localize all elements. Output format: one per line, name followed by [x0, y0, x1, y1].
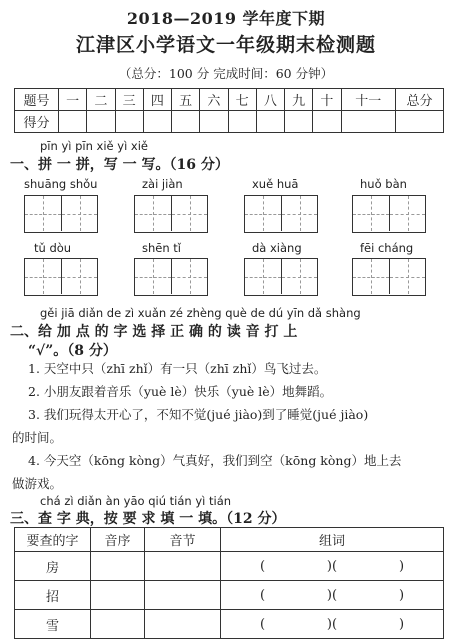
word-pinyin: huǒ bàn [360, 177, 407, 191]
dictionary-header: 音节 [145, 528, 221, 552]
score-table-header-row [15, 89, 444, 111]
writing-grid[interactable] [134, 258, 208, 296]
dictionary-char: 雪 [15, 610, 91, 639]
q2-title-cont: “√”。（8 分） [28, 343, 117, 359]
score-blank[interactable] [341, 111, 396, 133]
answer-blank[interactable] [145, 581, 221, 610]
word-pinyin: tǔ dòu [34, 241, 72, 255]
writing-grid[interactable] [24, 258, 98, 296]
dictionary-row [15, 552, 444, 581]
word-pinyin: xuě huā [252, 177, 299, 191]
score-cell: 九 [285, 89, 313, 111]
word-blanks[interactable]: ( )( ) [221, 552, 444, 581]
score-blank[interactable] [172, 111, 200, 133]
q2-item-cont: 做游戏。 [12, 476, 63, 491]
score-cell: 二 [87, 89, 115, 111]
word-blanks[interactable]: ( )( ) [221, 610, 444, 639]
writing-grid[interactable] [134, 195, 208, 233]
score-blank[interactable] [228, 111, 256, 133]
score-blank[interactable] [313, 111, 341, 133]
score-label: 得分 [15, 111, 59, 133]
q3-pinyin: chá zì diǎn àn yāo qiú tián yì tián [40, 494, 232, 508]
writing-grid[interactable] [244, 258, 318, 296]
dictionary-row [15, 610, 444, 639]
q2-item: 3. 我们玩得太开心了，不知不觉(jué jiào)到了睡觉(jué jiào) [28, 407, 369, 422]
answer-blank[interactable] [91, 552, 145, 581]
score-blank[interactable] [200, 111, 228, 133]
score-blank[interactable] [143, 111, 171, 133]
score-cell: 题号 [15, 89, 59, 111]
word-pinyin: shēn tǐ [142, 241, 182, 255]
score-table-score-row [15, 111, 444, 133]
answer-blank[interactable] [91, 610, 145, 639]
writing-grid[interactable] [244, 195, 318, 233]
q3-title: 三、查 字 典，按 要 求 填 一 填。（12 分） [10, 511, 286, 527]
dictionary-header: 要查的字 [15, 528, 91, 552]
word-pinyin: zài jiàn [142, 177, 183, 191]
answer-blank[interactable] [91, 581, 145, 610]
score-cell: 十一 [341, 89, 396, 111]
score-cell: 七 [228, 89, 256, 111]
score-blank[interactable] [256, 111, 284, 133]
writing-grid[interactable] [352, 195, 426, 233]
dictionary-header-row [15, 528, 444, 552]
exam-meta: （总分：100 分 完成时间：60 分钟） [118, 66, 334, 81]
score-cell: 八 [256, 89, 284, 111]
q2-item-cont: 的时间。 [12, 430, 63, 445]
score-blank[interactable] [87, 111, 115, 133]
q2-item: 1. 天空中只（zhī zhǐ）有一只（zhī zhǐ）鸟飞过去。 [28, 361, 327, 376]
q1-pinyin: pīn yì pīn xiě yì xiě [40, 139, 148, 153]
score-cell: 一 [59, 89, 87, 111]
score-cell: 十 [313, 89, 341, 111]
score-blank[interactable] [285, 111, 313, 133]
score-cell: 三 [115, 89, 143, 111]
dictionary-char: 房 [15, 552, 91, 581]
score-cell: 六 [200, 89, 228, 111]
score-blank[interactable] [59, 111, 87, 133]
q2-pinyin: gěi jiā diǎn de zì xuǎn zé zhèng què de dú yīn dǎ shàng [40, 306, 361, 320]
score-cell: 四 [143, 89, 171, 111]
q2-item: 2. 小朋友跟着音乐（yuè lè）快乐（yuè lè）地舞蹈。 [28, 384, 333, 399]
exam-year-title: 2018—2019 学年度下期 [126, 9, 326, 28]
answer-blank[interactable] [145, 610, 221, 639]
score-cell: 五 [172, 89, 200, 111]
dictionary-char: 招 [15, 581, 91, 610]
q2-item: 4. 今天空（kōng kòng）气真好，我们到空（kōng kòng）地上去 [28, 453, 402, 468]
dictionary-header: 音序 [91, 528, 145, 552]
answer-blank[interactable] [145, 552, 221, 581]
score-cell: 总分 [396, 89, 444, 111]
writing-grid[interactable] [24, 195, 98, 233]
word-blanks[interactable]: ( )( ) [221, 581, 444, 610]
word-pinyin: dà xiàng [252, 241, 302, 255]
score-blank[interactable] [396, 111, 444, 133]
dictionary-header: 组词 [221, 528, 444, 552]
q2-title: 二、给 加 点 的 字 选 择 正 确 的 读 音 打 上 [10, 324, 298, 340]
score-table [14, 88, 444, 133]
dictionary-table [14, 527, 444, 639]
writing-grid[interactable] [352, 258, 426, 296]
score-blank[interactable] [115, 111, 143, 133]
word-pinyin: shuāng shǒu [24, 177, 98, 191]
exam-title: 江津区小学语文一年级期末检测题 [75, 34, 376, 56]
q1-title: 一、拼 一 拼，写 一 写。（16 分） [10, 157, 229, 173]
word-pinyin: fēi cháng [360, 241, 414, 255]
dictionary-row [15, 581, 444, 610]
